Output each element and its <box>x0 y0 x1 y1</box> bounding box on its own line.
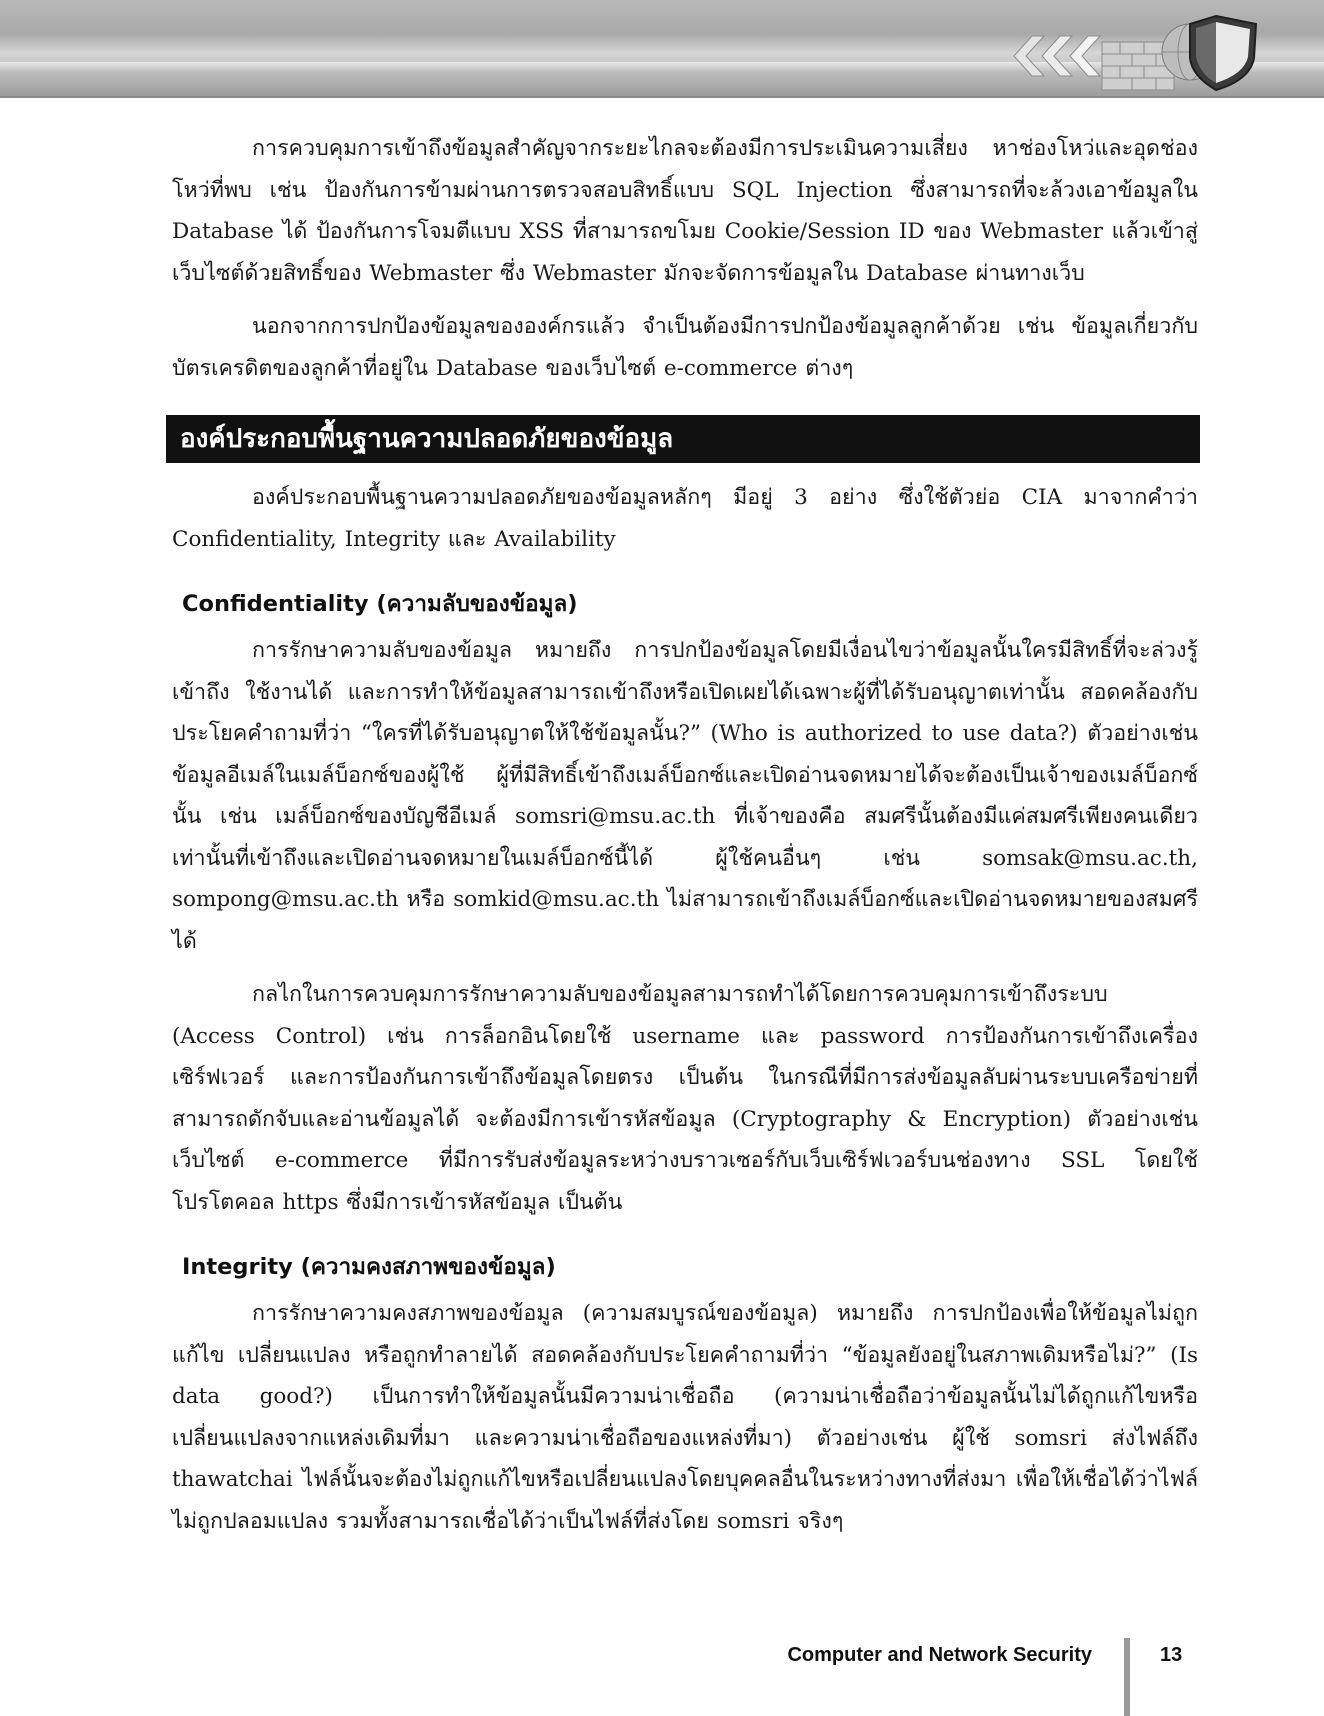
intro-paragraph-1: การควบคุมการเข้าถึงข้อมูลสำคัญจากระยะไกลจะต้องมีการประเมินความเสี่ยง หาช่องโหว่และอุดช่องโหว่ที่พบ เช่น ป้องกันการข้ามผ่านการตรวจสอบสิทธิ์แบบ SQL Injection ซึ่งสามารถที่จะล้วงเอาข้อมูลใน Database ได้ ป้องกันการโจมตีแบบ XSS ที่สามารถขโมย Cookie/Session ID ของ Webmaster แล้วเข้าสู่เว็บไซต์ด้วยสิทธิ์ของ Webmaster ซึ่ง Webmaster มักจะจัดการข้อมูลใน Database ผ่านทางเว็บ <box>172 136 1198 286</box>
intro-paragraph-2: นอกจากการปกป้องข้อมูลขององค์กรแล้ว จำเป็นต้องมีการปกป้องข้อมูลลูกค้าด้วย เช่น ข้อมูลเกี่ยวกับบัตรเครดิตของลูกค้าที่อยู่ใน Database ของเว็บไซต์ e-commerce ต่างๆ <box>172 314 1198 381</box>
chevron-arrows-icon <box>1014 36 1100 76</box>
page-number: 13 <box>1160 1644 1183 1666</box>
page-header-band <box>0 0 1324 98</box>
header-decoration <box>954 6 1264 92</box>
footer-divider <box>1124 1638 1130 1716</box>
integrity-heading: Integrity (ความคงสภาพของข้อมูล) <box>182 1254 556 1280</box>
confidentiality-paragraph-1: การรักษาความลับของข้อมูล หมายถึง การปกป้องข้อมูลโดยมีเงื่อนไขว่าข้อมูลนั้นใครมีสิทธิ์ที่จะล่วงรู้ เข้าถึง ใช้งานได้ และการทำให้ข้อมูลสามารถเข้าถึงหรือเปิดเผยได้เฉพาะผู้ที่ได้รับอนุญาตเท่านั้น สอดคล้องกับประโยคคำถามที่ว่า “ใครที่ได้รับอนุญาตให้ใช้ข้อมูลนั้น?” (Who is authorized to use data?) ตัวอย่างเช่น ข้อมูลอีเมล์ในเมล์บ็อกซ์ของผู้ใช้ ผู้ที่มีสิทธิ์เข้าถึงเมล์บ็อกซ์และเปิดอ่านจดหมายได้จะต้องเป็นเจ้าของเมล์บ็อกซ์นั้น เช่น เมล์บ็อกซ์ของบัญชีอีเมล์ somsri@msu.ac.th ที่เจ้าของคือ สมศรีนั้นต้องมีแค่สมศรีเพียงคนเดียวเท่านั้นที่เข้าถึงและเปิดอ่านจดหมายในเมล์บ็อกซ์นี้ได้ ผู้ใช้คนอื่นๆ เช่น somsak@msu.ac.th, sompong@msu.ac.th หรือ somkid@msu.ac.th ไม่สามารถเข้าถึงเมล์บ็อกซ์และเปิดอ่านจดหมายของสมศรีได้ <box>172 638 1198 954</box>
confidentiality-heading: Confidentiality (ความลับของข้อมูล) <box>182 591 578 617</box>
section-heading-bar: องค์ประกอบพื้นฐานความปลอดภัยของข้อมูล <box>166 415 1200 463</box>
page-content <box>172 128 1198 1554</box>
confidentiality-paragraph-2: กลไกในการควบคุมการรักษาความลับของข้อมูลสามารถทำได้โดยการควบคุมการเข้าถึงระบบ (Access Control) เช่น การล็อกอินโดยใช้ username และ password การป้องกันการเข้าถึงเครื่องเซิร์ฟเวอร์ และการป้องกันการเข้าถึงข้อมูลโดยตรง เป็นต้น ในกรณีที่มีการส่งข้อมูลลับผ่านระบบเครือข่ายที่สามารถดักจับและอ่านข้อมูลได้ จะต้องมีการเข้ารหัสข้อมูล (Cryptography & Encryption) ตัวอย่างเช่น เว็บไซต์ e-commerce ที่มีการรับส่งข้อมูลระหว่างบราวเซอร์กับเว็บเซิร์ฟเวอร์บนช่องทาง SSL โดยใช้โปรโตคอล https ซึ่งมีการเข้ารหัสข้อมูล เป็นต้น <box>172 982 1198 1215</box>
shield-icon <box>1190 16 1256 90</box>
section-paragraph: องค์ประกอบพื้นฐานความปลอดภัยของข้อมูลหลักๆ มีอยู่ 3 อย่าง ซึ่งใช้ตัวย่อ CIA มาจากคำว่า Confidentiality, Integrity และ Availability <box>172 485 1198 552</box>
footer-book-title: Computer and Network Security <box>787 1644 1092 1666</box>
integrity-paragraph-1: การรักษาความคงสภาพของข้อมูล (ความสมบูรณ์ของข้อมูล) หมายถึง การปกป้องเพื่อให้ข้อมูลไม่ถูกแก้ไข เปลี่ยนแปลง หรือถูกทำลายได้ สอดคล้องกับประโยคคำถามที่ว่า “ข้อมูลยังอยู่ในสภาพเดิมหรือไม่?” (Is data good?) เป็นการทำให้ข้อมูลนั้นมีความน่าเชื่อถือ (ความน่าเชื่อถือว่าข้อมูลนั้นไม่ได้ถูกแก้ไขหรือเปลี่ยนแปลงจากแหล่งเดิมที่มา และความน่าเชื่อถือของแหล่งที่มา) ตัวอย่างเช่น ผู้ใช้ somsri ส่งไฟล์ถึง thawatchai ไฟล์นั้นจะต้องไม่ถูกแก้ไขหรือเปลี่ยนแปลงโดยบุคคลอื่นในระหว่างทางที่ส่งมา เพื่อให้เชื่อได้ว่าไฟล์ไม่ถูกปลอมแปลง รวมทั้งสามารถเชื่อได้ว่าเป็นไฟล์ที่ส่งโดย somsri จริงๆ <box>172 1301 1198 1534</box>
